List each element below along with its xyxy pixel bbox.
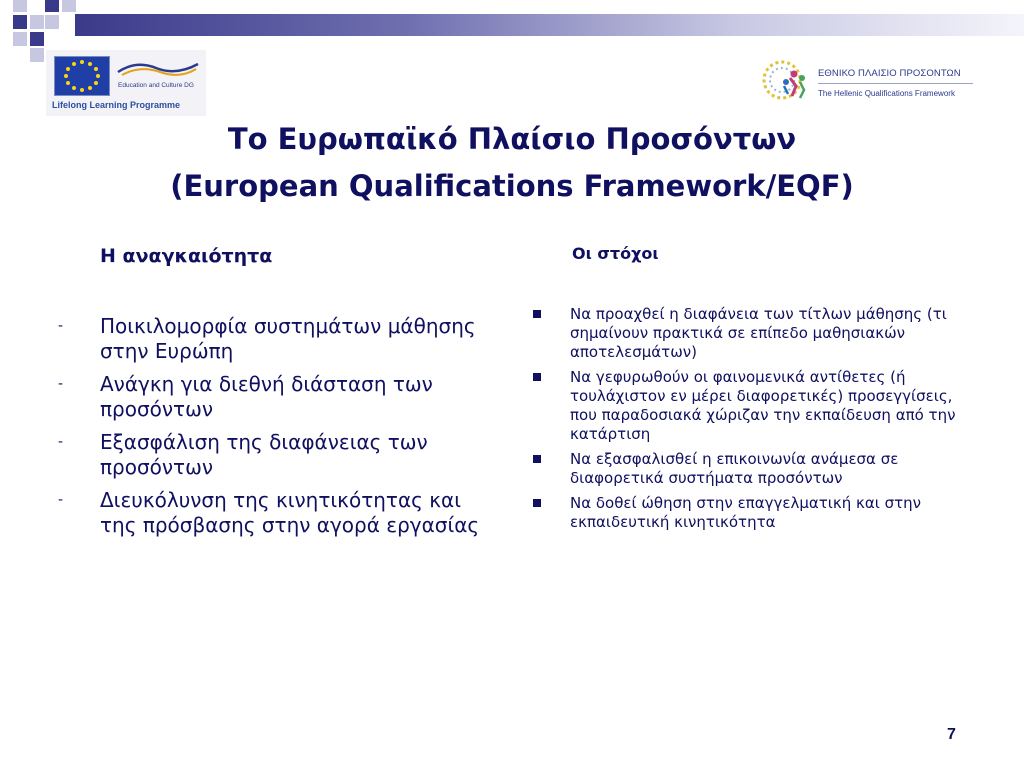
list-item xyxy=(532,494,972,532)
hqf-divider xyxy=(818,83,973,84)
decor-square xyxy=(45,0,59,12)
page-number: 7 xyxy=(947,726,956,743)
square-bullet-icon xyxy=(533,373,541,381)
dash-bullet: - xyxy=(58,318,64,334)
slide-title-line2: (European Qualifications Framework/EQF) xyxy=(170,169,854,203)
decor-square xyxy=(13,32,27,46)
square-bullet-icon xyxy=(533,310,541,318)
goals-list xyxy=(532,305,972,538)
list-item-text: Να εξασφαλισθεί η επικοινωνία ανάμεσα σε διαφορετικά συστήματα προσόντων xyxy=(570,450,899,487)
hqf-greek-name: ΕΘΝΙΚΟ ΠΛΑΙΣΙΟ ΠΡΟΣΟΝΤΩΝ xyxy=(818,68,961,79)
decor-square xyxy=(30,32,44,46)
education-culture-label: Education and Culture DG xyxy=(118,82,194,89)
decor-square xyxy=(45,15,59,29)
list-item xyxy=(532,450,972,488)
list-item xyxy=(58,430,498,480)
list-item xyxy=(58,488,498,538)
list-item-text: Ανάγκη για διεθνή διάσταση των προσόντων xyxy=(100,372,433,421)
hellenic-qualifications-logo xyxy=(756,56,978,108)
square-bullet-icon xyxy=(533,499,541,507)
decor-square xyxy=(62,0,76,12)
hqf-english-name: The Hellenic Qualifications Framework xyxy=(818,89,955,98)
list-item-text: Διευκόλυνση της κινητικότητας και της πρόσβασης στην αγορά εργασίας xyxy=(100,488,480,537)
eu-flag-icon xyxy=(54,56,110,96)
decor-square xyxy=(13,15,27,29)
list-item-text: Να γεφυρωθούν οι φαινομενικά αντίθετες (ή τουλάχιστον εν μέρει διαφορετικές) προσεγγίσεις, που παραδοσιακά χώριζαν την εκπαίδευση από την κατάρτιση xyxy=(570,368,956,443)
dash-bullet: - xyxy=(58,376,64,392)
decor-square xyxy=(30,48,44,62)
header-gradient-bar xyxy=(75,14,1024,36)
lifelong-learning-label: Lifelong Learning Programme xyxy=(52,100,181,110)
square-bullet-icon xyxy=(533,455,541,463)
lifelong-learning-logo xyxy=(46,50,206,116)
hqf-emblem-icon xyxy=(756,56,816,104)
list-item-text: Ποικιλομορφία συστημάτων μάθησης στην Ευρώπη xyxy=(100,314,476,363)
decor-square xyxy=(30,15,44,29)
necessity-list xyxy=(58,314,498,546)
left-column-heading: Η αναγκαιότητα xyxy=(100,245,273,267)
slide-title-line1: Το Ευρωπαϊκό Πλαίσιο Προσόντων xyxy=(227,122,797,156)
dash-bullet: - xyxy=(58,492,64,508)
list-item xyxy=(58,372,498,422)
list-item-text: Εξασφάλιση της διαφάνειας των προσόντων xyxy=(100,430,428,479)
list-item xyxy=(532,305,972,362)
decor-square xyxy=(13,0,27,12)
list-item-text: Να δοθεί ώθηση στην επαγγελματική και στην εκπαιδευτική κινητικότητα xyxy=(570,494,921,531)
dash-bullet: - xyxy=(58,434,64,450)
list-item xyxy=(532,368,972,444)
list-item-text: Να προαχθεί η διαφάνεια των τίτλων μάθησης (τι σημαίνουν πρακτικά σε επίπεδο μαθησιακών αποτελεσμάτων) xyxy=(570,305,947,361)
education-culture-swoosh-icon xyxy=(116,58,200,78)
list-item xyxy=(58,314,498,364)
right-column-heading: Οι στόχοι xyxy=(572,244,659,263)
